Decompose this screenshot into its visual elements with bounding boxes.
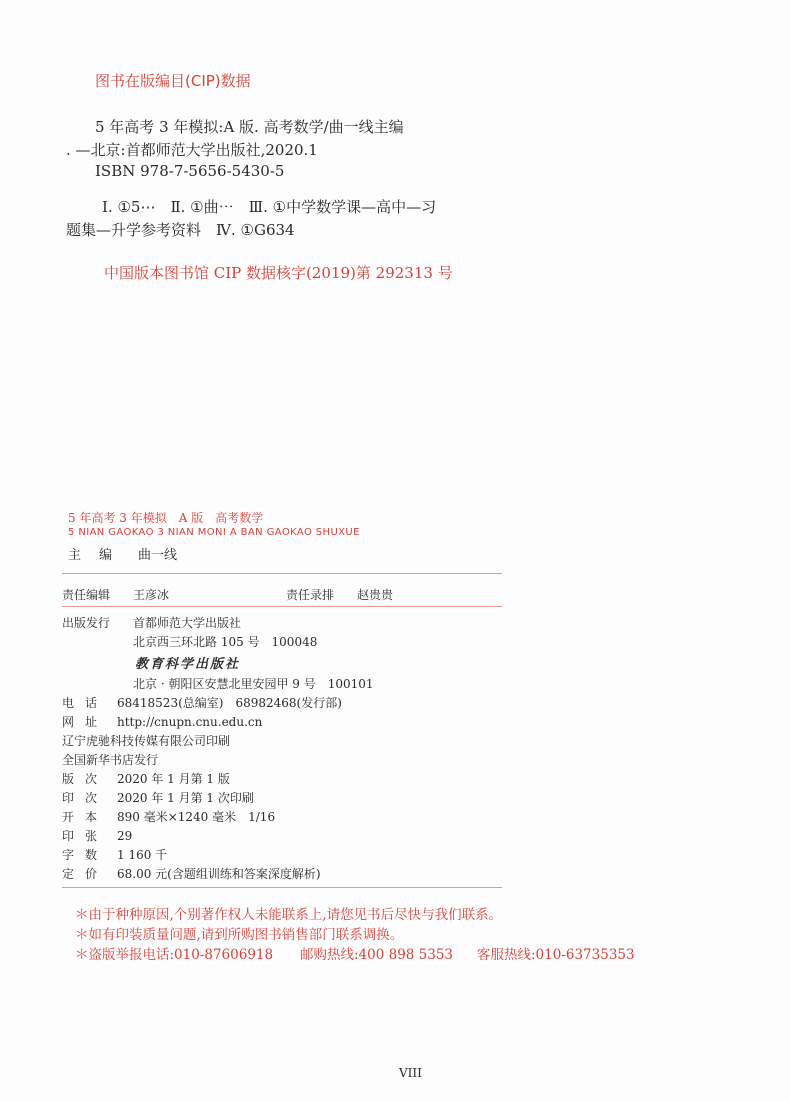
price bbox=[62, 865, 321, 882]
sheets-label: 印张 bbox=[62, 829, 109, 843]
notice-copyright: ＊由于种种原因,个别著作权人未能联系上,请您见书后尽快与我们联系。 bbox=[75, 907, 503, 923]
format-label: 开本 bbox=[62, 810, 109, 824]
edition bbox=[62, 770, 230, 787]
publisher-address: 北京西三环北路 105 号 100048 bbox=[133, 635, 318, 649]
printing-value: 2020 年 1 月第 1 次印刷 bbox=[117, 791, 254, 805]
sheets-value: 29 bbox=[117, 829, 133, 843]
notice-piracy-hotline: ＊盗版举报电话:010-87606918 bbox=[75, 947, 274, 963]
edition-label: 版次 bbox=[62, 772, 109, 786]
edition-value: 2020 年 1 月第 1 版 bbox=[117, 772, 230, 786]
printer: 辽宁虎驰科技传媒有限公司印刷 bbox=[62, 734, 231, 748]
price-label: 定价 bbox=[62, 867, 109, 881]
website-label: 网址 bbox=[62, 715, 109, 729]
divider-top bbox=[62, 573, 502, 574]
price-value: 68.00 元(含题组训练和答案深度解析) bbox=[117, 867, 321, 881]
cip-publisher-line: . —北京:首都师范大学出版社,2020.1 bbox=[66, 141, 318, 159]
printing bbox=[62, 789, 254, 806]
responsible-editor-value: 王彦冰 bbox=[133, 588, 170, 602]
divider-bottom bbox=[62, 887, 502, 888]
chief-editor bbox=[68, 544, 177, 563]
format-value: 890 毫米×1240 毫米 1/16 bbox=[117, 810, 276, 824]
chief-editor-label: 主编 bbox=[68, 548, 131, 563]
phone bbox=[62, 694, 342, 711]
printing-label: 印次 bbox=[62, 791, 109, 805]
word-count-label: 字数 bbox=[62, 848, 109, 862]
website-url: http://cnupn.cnu.edu.cn bbox=[117, 715, 263, 729]
website bbox=[62, 713, 262, 730]
cip-classification-line-2: 题集—升学参考资料 Ⅳ. ①G634 bbox=[66, 221, 295, 239]
phone-label: 电话 bbox=[62, 696, 109, 710]
typesetting-label: 责任录排 bbox=[286, 588, 335, 602]
partner-address: 北京 · 朝阳区安慧北里安园甲 9 号 100101 bbox=[133, 677, 374, 691]
cip-title-line: 5 年高考 3 年模拟:A 版. 高考数学/曲一线主编 bbox=[95, 118, 404, 136]
sheets bbox=[62, 827, 132, 844]
cip-approval-line: 中国版本图书馆 CIP 数据核字(2019)第 292313 号 bbox=[104, 264, 453, 282]
phone-value: 68418523(总编室) 68982468(发行部) bbox=[117, 696, 342, 710]
publisher-label: 出版发行 bbox=[62, 616, 111, 630]
notice-quality: ＊如有印装质量问题,请到所购图书销售部门联系调换。 bbox=[75, 927, 404, 943]
word-count-value: 1 160 千 bbox=[117, 848, 168, 862]
publisher-name: 首都师范大学出版社 bbox=[133, 616, 242, 630]
partner-publisher-logo: 教育科学出版社 bbox=[135, 657, 241, 672]
typesetting bbox=[286, 586, 393, 603]
cip-classification-line-1: Ⅰ. ①5⋯ Ⅱ. ①曲⋯ Ⅲ. ①中学数学课—高中—习 bbox=[102, 198, 437, 216]
cip-isbn-line: ISBN 978-7-5656-5430-5 bbox=[95, 162, 285, 180]
notice-service-hotline: 客服热线:010-63735353 bbox=[477, 947, 635, 963]
responsible-editor-label: 责任编辑 bbox=[62, 588, 111, 602]
publisher bbox=[62, 614, 241, 631]
divider-credits bbox=[62, 606, 502, 607]
book-title-en: 5 NIAN GAOKAO 3 NIAN MONI A BAN GAOKAO SHUXUE bbox=[68, 527, 360, 538]
format bbox=[62, 808, 275, 825]
notice-mail-order-hotline: 邮购热线:400 898 5353 bbox=[300, 947, 454, 963]
cip-heading: 图书在版编目(CIP)数据 bbox=[95, 72, 251, 90]
book-title-cn: 5 年高考 3 年模拟 A 版 高考数学 bbox=[68, 511, 264, 525]
page-number: VIII bbox=[399, 1066, 422, 1080]
distributor: 全国新华书店发行 bbox=[62, 753, 159, 767]
responsible-editor bbox=[62, 586, 169, 603]
chief-editor-name: 曲一线 bbox=[138, 548, 178, 563]
typesetting-value: 赵贵贵 bbox=[357, 588, 394, 602]
word-count bbox=[62, 846, 167, 863]
